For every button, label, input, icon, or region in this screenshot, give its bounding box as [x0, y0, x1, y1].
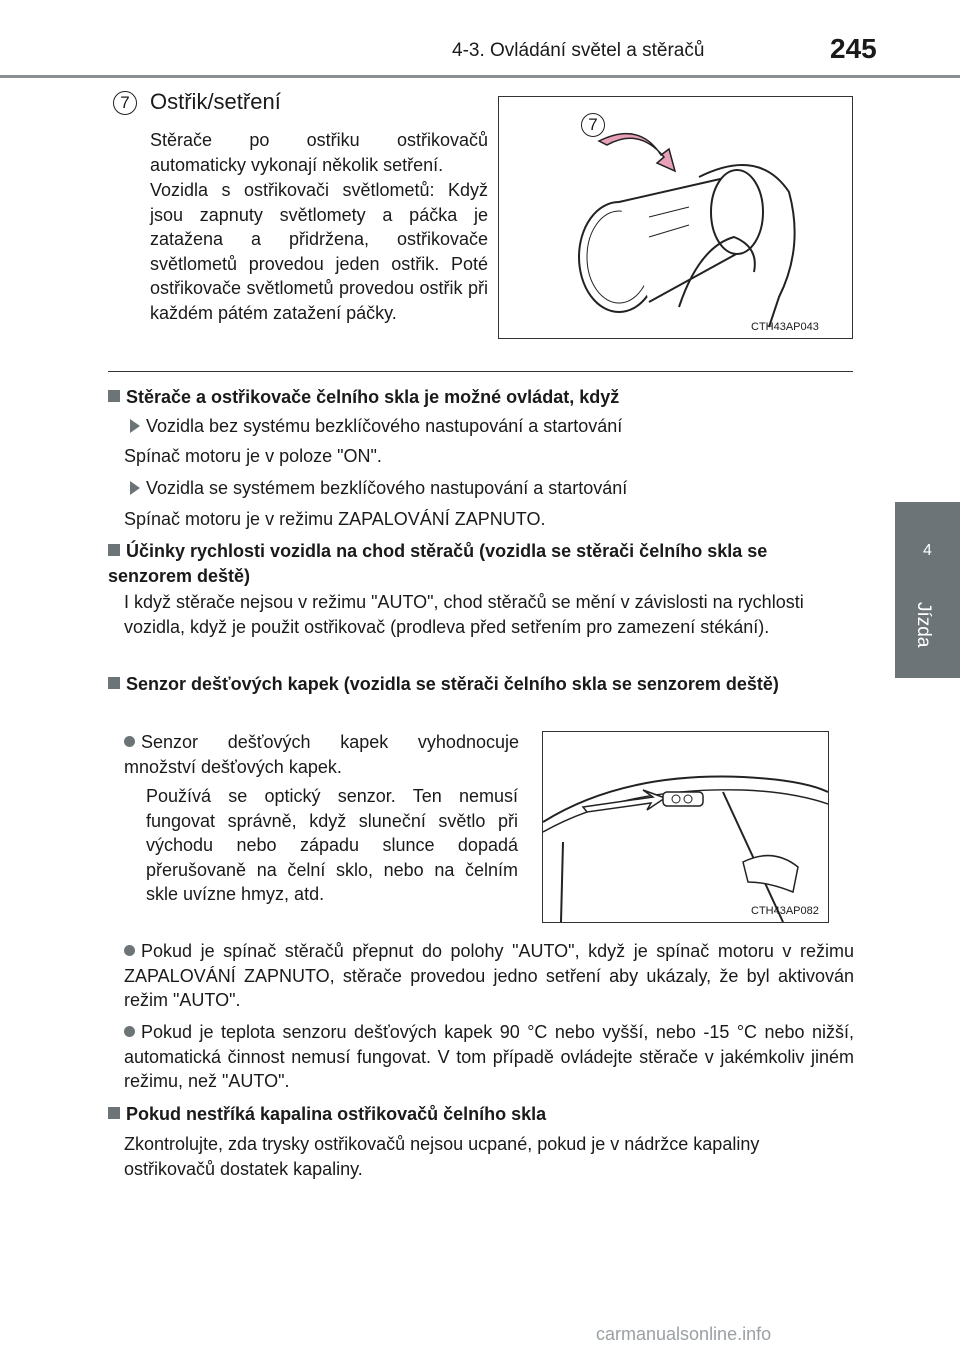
heading-rain-sensor — [108, 672, 853, 697]
chapter-number: 4 — [923, 542, 932, 559]
figure-id: CTH43AP043 — [751, 321, 819, 333]
header-section-title: 4-3. Ovládání světel a stěračů — [452, 40, 705, 61]
section-divider — [108, 371, 853, 372]
condition-text-1: Spínač motoru je v poloze "ON". — [124, 446, 382, 466]
triangle-arrow-icon — [130, 481, 140, 495]
windshield-illustration — [542, 731, 829, 923]
figure-callout-badge: 7 — [581, 113, 605, 137]
condition-text-2: Spínač motoru je v režimu ZAPALOVÁNÍ ZAPNUTO. — [124, 509, 546, 529]
rain-sensor-bullet-1-extra: Používá se optický senzor. Ten nemusí fungovat správně, když sluneční světlo při východu nebo západu slunce dopadá přerušovaně na čelní sklo, nebo na čelním skle uvízne hmyz, atd. — [146, 786, 518, 904]
rain-sensor-bullet-1 — [124, 730, 519, 779]
heading-washer-not-spraying — [108, 1102, 853, 1127]
chapter-side-tab[interactable] — [895, 502, 960, 678]
chapter-label: Jízda — [913, 602, 934, 648]
heading-square-icon — [108, 677, 120, 689]
bullet-dot-icon — [124, 945, 135, 956]
bullet-dot-icon — [124, 1026, 135, 1037]
heading-text: Stěrače a ostřikovače čelního skla je možné ovládat, když — [126, 387, 620, 407]
condition-item-2-text: Vozidla se systémem bezklíčového nastupování a startování — [146, 478, 628, 498]
section-paragraph-1: Stěrače po ostřiku ostřikovačů automaticky vykonají několik setření. — [150, 130, 488, 175]
heading-text: Pokud nestříká kapalina ostřikovačů čelního skla — [126, 1104, 547, 1124]
rain-sensor-bullet-2-text: Pokud je spínač stěračů přepnut do polohy "AUTO", když je spínač motoru v režimu ZAPALOVÁNÍ ZAPNUTO, stěrače provedou jedno setření aby ukázaly, že byl aktivován režim "AUTO". — [124, 941, 854, 1010]
figure-id: CTH43AP082 — [751, 905, 819, 917]
condition-item-1 — [130, 414, 850, 439]
washer-check-text: Zkontrolujte, zda trysky ostřikovačů nejsou ucpané, pokud je v nádržce kapaliny ostřikovačů dostatek kapaliny. — [124, 1134, 760, 1179]
heading-square-icon — [108, 390, 120, 402]
header-divider — [0, 75, 960, 78]
rain-sensor-bullet-1-text: Senzor dešťových kapek vyhodnocuje množství dešťových kapek. — [124, 732, 519, 777]
triangle-arrow-icon — [130, 419, 140, 433]
section-title: Ostřik/setření — [150, 89, 281, 114]
heading-text: Účinky rychlosti vozidla na chod stěračů (vozidla se stěrači čelního skla se senzorem deště) — [108, 541, 768, 586]
rain-sensor-bullet-3 — [124, 1020, 854, 1094]
heading-square-icon — [108, 544, 120, 556]
heading-vehicle-speed-effect — [108, 539, 853, 588]
rain-sensor-bullet-2 — [124, 939, 854, 1013]
wiper-stalk-drawing — [499, 97, 852, 338]
section-number-badge: 7 — [113, 91, 137, 115]
stalk-illustration — [498, 96, 853, 339]
page-number: 245 — [830, 33, 877, 64]
heading-wiper-operation-conditions — [108, 385, 858, 410]
heading-text: Senzor dešťových kapek (vozidla se stěrači čelního skla se senzorem deště) — [126, 674, 779, 694]
section-paragraph-2: Vozidla s ostřikovači světlometů: Když jsou zapnuty světlomety a páčka je zatažena a přidržena, ostřikovače světlometů provedou jeden ostřik. Poté ostřikovače světlometů provedou ostřik při každém pátém zatažení páčky. — [150, 180, 488, 323]
site-watermark: carmanualsonline.info — [596, 1324, 772, 1344]
bullet-dot-icon — [124, 736, 135, 747]
rain-sensor-bullet-3-text: Pokud je teplota senzoru dešťových kapek 90 °C nebo vyšší, nebo -15 °C nebo nižší, automatická činnost nemusí fungovat. V tom případě ovládejte stěrače v jakémkoliv jiném režimu, než "AUTO". — [124, 1022, 854, 1091]
condition-item-1-text: Vozidla bez systému bezklíčového nastupování a startování — [146, 416, 623, 436]
condition-item-2 — [130, 476, 850, 501]
rain-sensor-drawing — [543, 732, 828, 922]
heading-square-icon — [108, 1107, 120, 1119]
speed-effect-text: I když stěrače nejsou v režimu "AUTO", chod stěračů se mění v závislosti na rychlosti vozidla, když je použit ostřikovač (prodleva před setřením pro zamezení stékání). — [124, 592, 804, 637]
